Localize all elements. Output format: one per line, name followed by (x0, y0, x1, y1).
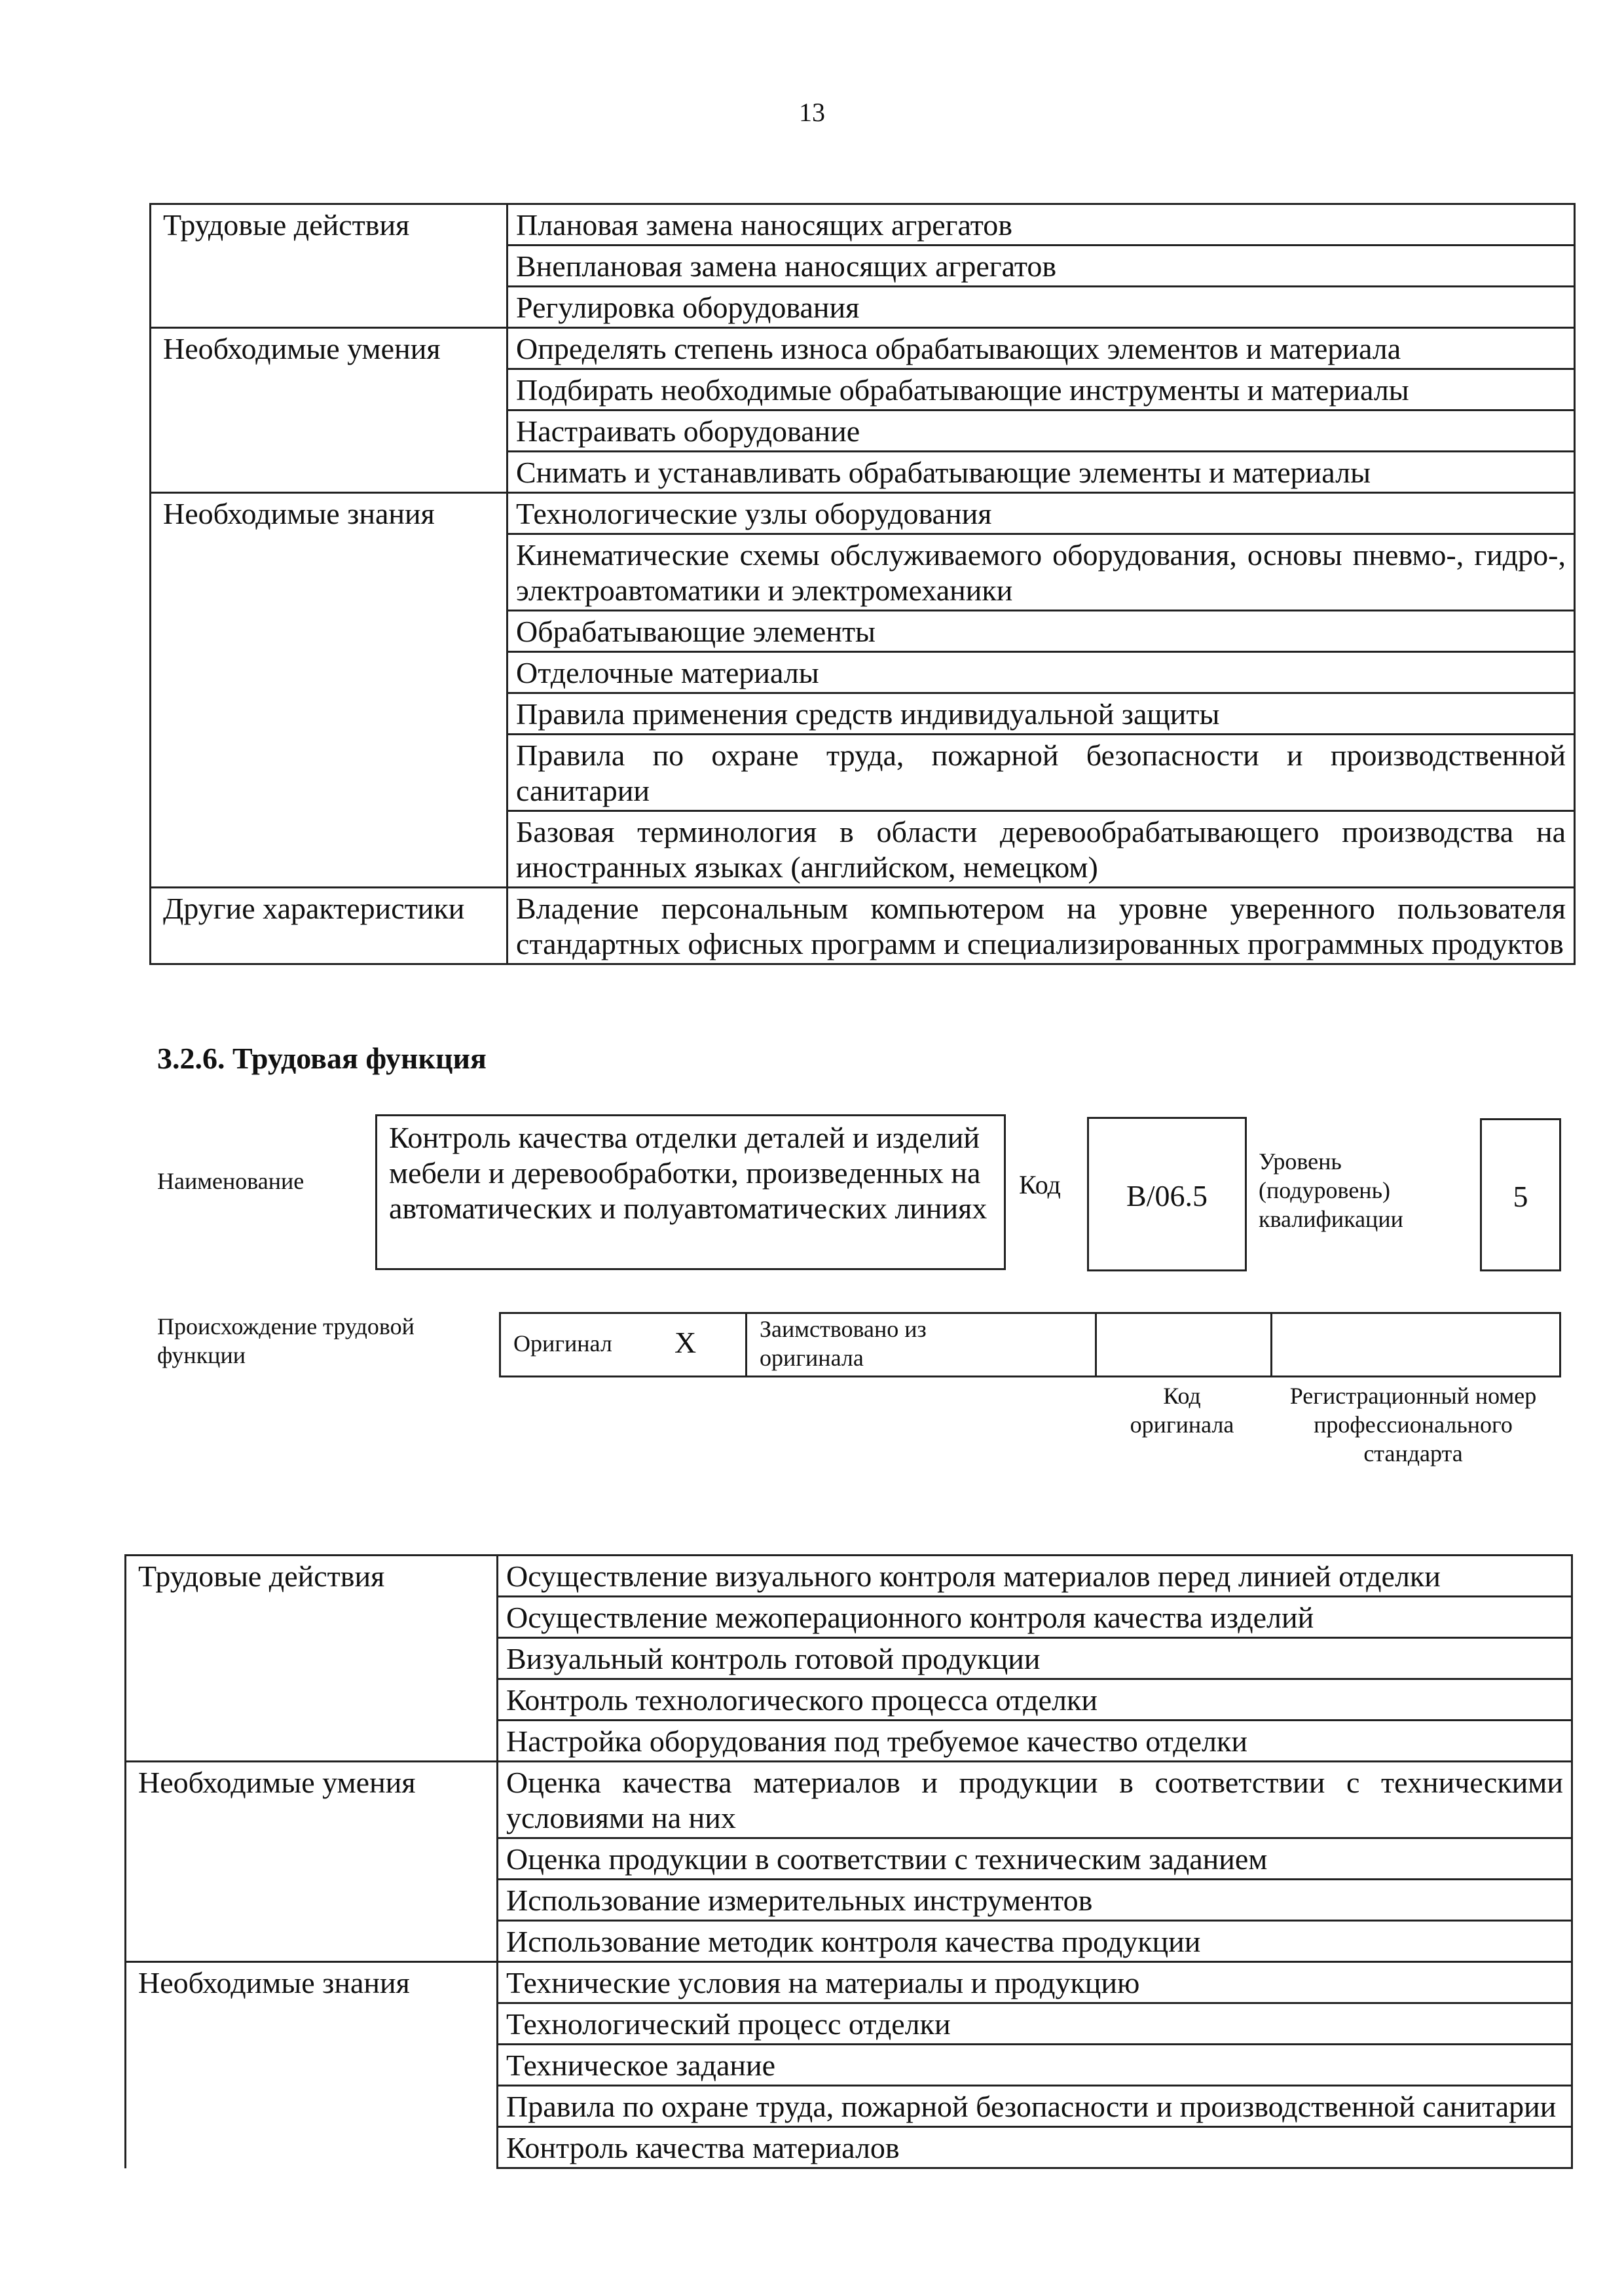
group-label: Трудовые действия (126, 1556, 498, 1762)
labor-function-table-2 (124, 1554, 1573, 2169)
table-cell: Базовая терминология в области деревообрабатывающего производства на иностранных языках (английском, немецком) (507, 811, 1575, 888)
table-cell: Контроль качества материалов (498, 2127, 1572, 2168)
table-cell: Технические условия на материалы и продукцию (498, 1962, 1572, 2003)
table-cell: Технологические узлы оборудования (507, 493, 1575, 534)
table-cell: Оценка качества материалов и продукции в соответствии с техническими условиями на них (498, 1762, 1572, 1838)
table-cell: Технологический процесс отделки (498, 2003, 1572, 2045)
section-heading: 3.2.6. Трудовая функция (157, 1042, 487, 1075)
page-number: 13 (799, 98, 825, 127)
table-cell: Контроль технологического процесса отделки (498, 1679, 1572, 1721)
level-value: 5 (1513, 1180, 1528, 1213)
table-cell: Правила по охране труда, пожарной безопасности и производственной санитарии (498, 2086, 1572, 2127)
divider (745, 1312, 747, 1377)
table-cell: Техническое задание (498, 2045, 1572, 2086)
table-cell: Визуальный контроль готовой продукции (498, 1638, 1572, 1679)
group-label: Необходимые знания (126, 1962, 498, 2168)
function-name-box (375, 1114, 1006, 1270)
labor-function-table-1 (149, 203, 1576, 965)
table-cell: Снимать и устанавливать обрабатывающие элементы и материалы (507, 452, 1575, 493)
group-label: Необходимые знания (151, 493, 507, 888)
table-cell: Внеплановая замена наносящих агрегатов (507, 246, 1575, 287)
table-cell: Кинематические схемы обслуживаемого оборудования, основы пневмо-, гидро-, электроавтоматики и электромеханики (507, 534, 1575, 611)
function-name-value: Контроль качества отделки деталей и изделий мебели и деревообработки, произведенных на автоматических и полуавтоматических линиях (389, 1121, 987, 1225)
name-label: Наименование (157, 1168, 304, 1194)
group-label: Трудовые действия (151, 204, 507, 328)
original-code-caption: Код оригинала (1130, 1383, 1234, 1438)
table-cell: Плановая замена наносящих агрегатов (507, 204, 1575, 246)
table-cell: Использование измерительных инструментов (498, 1880, 1572, 1921)
divider (1270, 1312, 1272, 1377)
table-cell: Осуществление межоперационного контроля качества изделий (498, 1597, 1572, 1638)
table-cell: Правила применения средств индивидуальной защиты (507, 693, 1575, 735)
table-cell: Осуществление визуального контроля материалов перед линией отделки (498, 1556, 1572, 1597)
origin-strip (499, 1312, 1561, 1377)
code-label: Код (1019, 1170, 1061, 1199)
table-cell: Настраивать оборудование (507, 410, 1575, 452)
table-cell: Обрабатывающие элементы (507, 611, 1575, 652)
table-cell: Отделочные материалы (507, 652, 1575, 693)
table-cell: Оценка продукции в соответствии с техническим заданием (498, 1838, 1572, 1880)
table-cell: Регулировка оборудования (507, 287, 1575, 328)
divider (1095, 1312, 1097, 1377)
table-cell: Владение персональным компьютером на уровне уверенного пользователя стандартных офисных программ и специализированных программных продуктов (507, 888, 1575, 964)
table-cell: Настройка оборудования под требуемое качество отделки (498, 1721, 1572, 1762)
group-label: Необходимые умения (126, 1762, 498, 1962)
level-label: Уровень (подуровень) квалификации (1259, 1148, 1403, 1232)
original-label: Оригинал (513, 1330, 612, 1357)
level-box (1480, 1118, 1561, 1271)
original-mark: X (674, 1326, 697, 1359)
group-label: Другие характеристики (151, 888, 507, 964)
group-label: Необходимые умения (151, 328, 507, 493)
table-cell: Правила по охране труда, пожарной безопасности и производственной санитарии (507, 735, 1575, 811)
table-cell: Использование методик контроля качества продукции (498, 1921, 1572, 1962)
table-cell: Определять степень износа обрабатывающих элементов и материала (507, 328, 1575, 369)
borrowed-label: Заимствовано из оригинала (760, 1316, 927, 1371)
table-cell: Подбирать необходимые обрабатывающие инструменты и материалы (507, 369, 1575, 410)
code-box (1087, 1117, 1247, 1271)
origin-label: Происхождение трудовой функции (157, 1313, 415, 1368)
code-value: B/06.5 (1126, 1179, 1208, 1212)
reg-number-caption: Регистрационный номер профессионального стандарта (1289, 1383, 1537, 1467)
